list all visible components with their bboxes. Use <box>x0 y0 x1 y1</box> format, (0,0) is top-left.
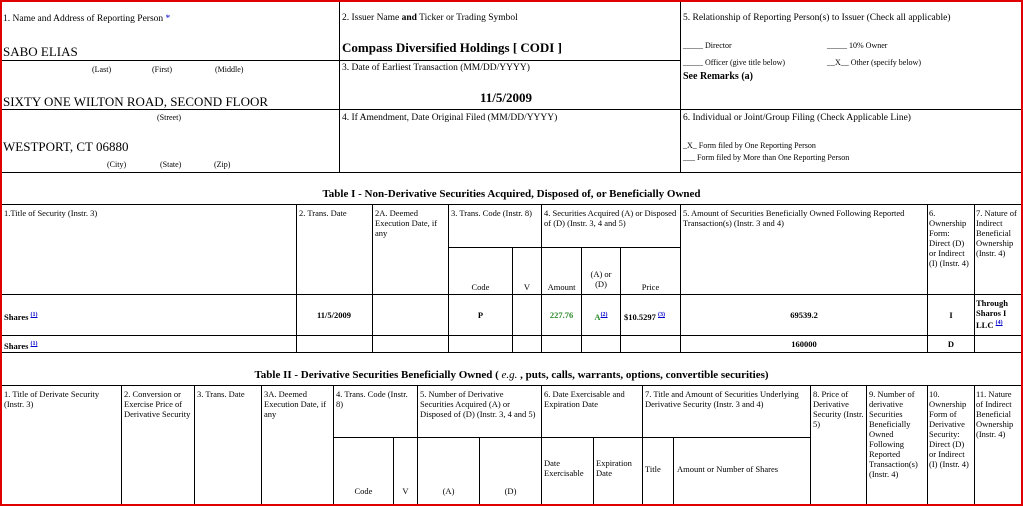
col-ownership-form: 10. Ownership Form of Derivative Security: Direct (D) or Indirect (I) (Instr. 4) <box>929 389 969 469</box>
divider <box>333 437 810 438</box>
city-state-zip: WESTPORT, CT 06880 <box>3 139 129 154</box>
sub-code: Code <box>354 486 373 496</box>
officer-option[interactable]: _____ Officer (give title below) <box>683 58 786 67</box>
divider <box>194 385 195 504</box>
footnote-link[interactable]: (3) <box>658 312 665 318</box>
divider <box>673 437 674 504</box>
sub-date-exercisable: Date Exercisable <box>544 458 584 478</box>
issuer-name: Compass Diversified Holdings [ CODI ] <box>342 40 562 55</box>
sub-code: Code <box>471 282 490 292</box>
row-trans-date: 11/5/2009 <box>316 310 351 320</box>
sub-title: Title <box>645 464 661 474</box>
divider <box>680 2 681 172</box>
divider <box>448 204 449 352</box>
sub-amount: Amount <box>547 282 576 292</box>
director-option[interactable]: _____ Director <box>683 41 732 50</box>
col-trans-code: 4. Trans. Code (Instr. 8) <box>336 389 408 409</box>
divider <box>927 204 928 352</box>
col-underlying: 7. Title and Amount of Securities Underlying Derivative Security (Instr. 3 and 4) <box>645 389 799 409</box>
sub-disposed: (D) <box>504 486 517 496</box>
zip-caption: (Zip) <box>214 160 231 169</box>
footnote-link[interactable]: (1) <box>30 341 38 347</box>
divider <box>593 437 594 504</box>
table-row: Shares $^{(1)}$ <box>4 311 38 322</box>
sub-a-or-d: (A) or (D) <box>590 269 612 289</box>
street-caption: (Street) <box>157 113 181 122</box>
divider <box>620 247 621 352</box>
col-conversion-price: 2. Conversion or Exercise Price of Derivative Security <box>124 389 191 419</box>
divider <box>974 204 975 352</box>
sub-v: V <box>402 486 409 496</box>
divider <box>372 204 373 352</box>
earliest-transaction-date: 11/5/2009 <box>480 90 533 105</box>
row-form: I <box>949 310 953 320</box>
row-price: $10.5297 $^{(3)}$ <box>624 311 665 322</box>
other-option[interactable]: __X__ Other (specify below) <box>827 58 921 67</box>
row-nature: Through Sharos I LLC $^{(4)}$ <box>976 298 1008 330</box>
divider <box>261 385 262 504</box>
col-trans-date: 3. Trans. Date <box>197 389 245 399</box>
col-number-acquired: 5. Number of Derivative Securities Acquired (A) or Disposed of (D) (Instr. 3, 4 and 5) <box>420 389 536 419</box>
row-owned: 160000 <box>791 339 817 349</box>
ten-percent-owner-option[interactable]: _____ 10% Owner <box>827 41 888 50</box>
more-persons-option[interactable]: ___ Form filed by More than One Reporting Person <box>683 153 850 162</box>
sub-price: Price <box>641 282 660 292</box>
divider <box>512 247 513 352</box>
sub-amount-shares: Amount or Number of Shares <box>677 464 779 474</box>
col-deemed-date: 2A. Deemed Execution Date, if any <box>375 208 438 238</box>
divider <box>541 204 542 352</box>
divider <box>810 385 811 504</box>
divider <box>296 204 297 352</box>
reporting-person-label: 1. Name and Address of Reporting Person * <box>3 14 171 24</box>
divider <box>581 247 582 352</box>
divider <box>680 204 681 352</box>
row-a-or-d: A$^{(2)}$ <box>594 311 608 322</box>
col-nature: 11. Nature of Indirect Beneficial Ownership (Instr. 4) <box>976 389 1014 439</box>
divider <box>448 247 680 248</box>
col-number-owned: 9. Number of derivative Securities Beneficially Owned Following Reported Transaction(s) (Instr. 4) <box>869 389 918 479</box>
divider <box>2 385 1021 386</box>
table-row: Shares $^{(1)}$ <box>4 340 38 351</box>
row-owned: 69539.2 <box>790 310 818 320</box>
divider <box>339 2 340 172</box>
earliest-transaction-label: 3. Date of Earliest Transaction (MM/DD/YYYY) <box>342 63 530 73</box>
city-caption: (City) <box>107 160 127 169</box>
col-amount-owned: 5. Amount of Securities Beneficially Owned Following Reported Transaction(s) (Instr. 3 and 4) <box>683 208 905 228</box>
col-trans-date: 2. Trans. Date <box>299 208 347 218</box>
col-title-of-security: 1.Title of Security (Instr. 3) <box>4 208 98 218</box>
row-amount: 227.76 <box>549 310 574 320</box>
divider <box>121 385 122 504</box>
footnote-link[interactable]: (4) <box>995 320 1003 326</box>
col-derivative-title: 1. Title of Derivate Security (Instr. 3) <box>4 389 100 409</box>
table-1-title: Table I - Non-Derivative Securities Acquired, Disposed of, or Beneficially Owned <box>322 188 701 200</box>
divider <box>642 385 643 504</box>
last-caption: (Last) <box>92 65 112 74</box>
row-form: D <box>947 339 955 349</box>
divider <box>974 385 975 504</box>
filing-type-label: 6. Individual or Joint/Group Filing (Check Applicable Line) <box>683 113 911 123</box>
middle-caption: (Middle) <box>215 65 244 74</box>
divider <box>866 385 867 504</box>
issuer-label: 2. Issuer Name and Ticker or Trading Symbol <box>342 13 518 23</box>
one-person-option[interactable]: _X_ Form filed by One Reporting Person <box>683 141 816 150</box>
divider <box>2 172 1021 173</box>
see-remarks: See Remarks (a) <box>683 71 753 82</box>
sub-v: V <box>523 282 531 292</box>
instructions-link[interactable]: * <box>165 14 171 24</box>
state-caption: (State) <box>160 160 182 169</box>
divider <box>541 385 542 504</box>
first-caption: (First) <box>152 65 172 74</box>
divider <box>2 60 680 61</box>
col-exercisable-expiration: 6. Date Exercisable and Expiration Date <box>544 389 625 409</box>
divider <box>2 204 1021 205</box>
amendment-label: 4. If Amendment, Date Original Filed (MM/DD/YYYY) <box>342 113 558 123</box>
col-ownership-form: 6. Ownership Form: Direct (D) or Indirect (I) (Instr. 4) <box>929 208 969 268</box>
sub-expiration-date: Expiration Date <box>596 458 632 478</box>
col-nature: 7. Nature of Indirect Beneficial Ownership (Instr. 4) <box>976 208 1017 258</box>
footnote-link[interactable]: (1) <box>30 312 38 318</box>
col-trans-code: 3. Trans. Code (Instr. 8) <box>451 208 532 218</box>
street-address: SIXTY ONE WILTON ROAD, SECOND FLOOR <box>3 94 269 109</box>
col-deemed-date: 3A. Deemed Execution Date, if any <box>264 389 327 419</box>
reporting-person-name: SABO ELIAS <box>3 44 78 59</box>
footnote-link[interactable]: (2) <box>600 312 608 318</box>
sub-acquired: (A) <box>442 486 455 496</box>
divider <box>927 385 928 504</box>
divider <box>2 352 1021 353</box>
relationship-label: 5. Relationship of Reporting Person(s) to Issuer (Check all applicable) <box>683 13 951 23</box>
col-securities-acquired: 4. Securities Acquired (A) or Disposed of (D) (Instr. 3, 4 and 5) <box>544 208 677 228</box>
row-trans-code: P <box>477 310 484 320</box>
table-2-title: Table II - Derivative Securities Beneficially Owned ( e.g. , puts, calls, warrants, options, convertible securities) <box>254 369 769 381</box>
col-derivative-price: 8. Price of Derivative Security (Instr. 5) <box>813 389 864 429</box>
